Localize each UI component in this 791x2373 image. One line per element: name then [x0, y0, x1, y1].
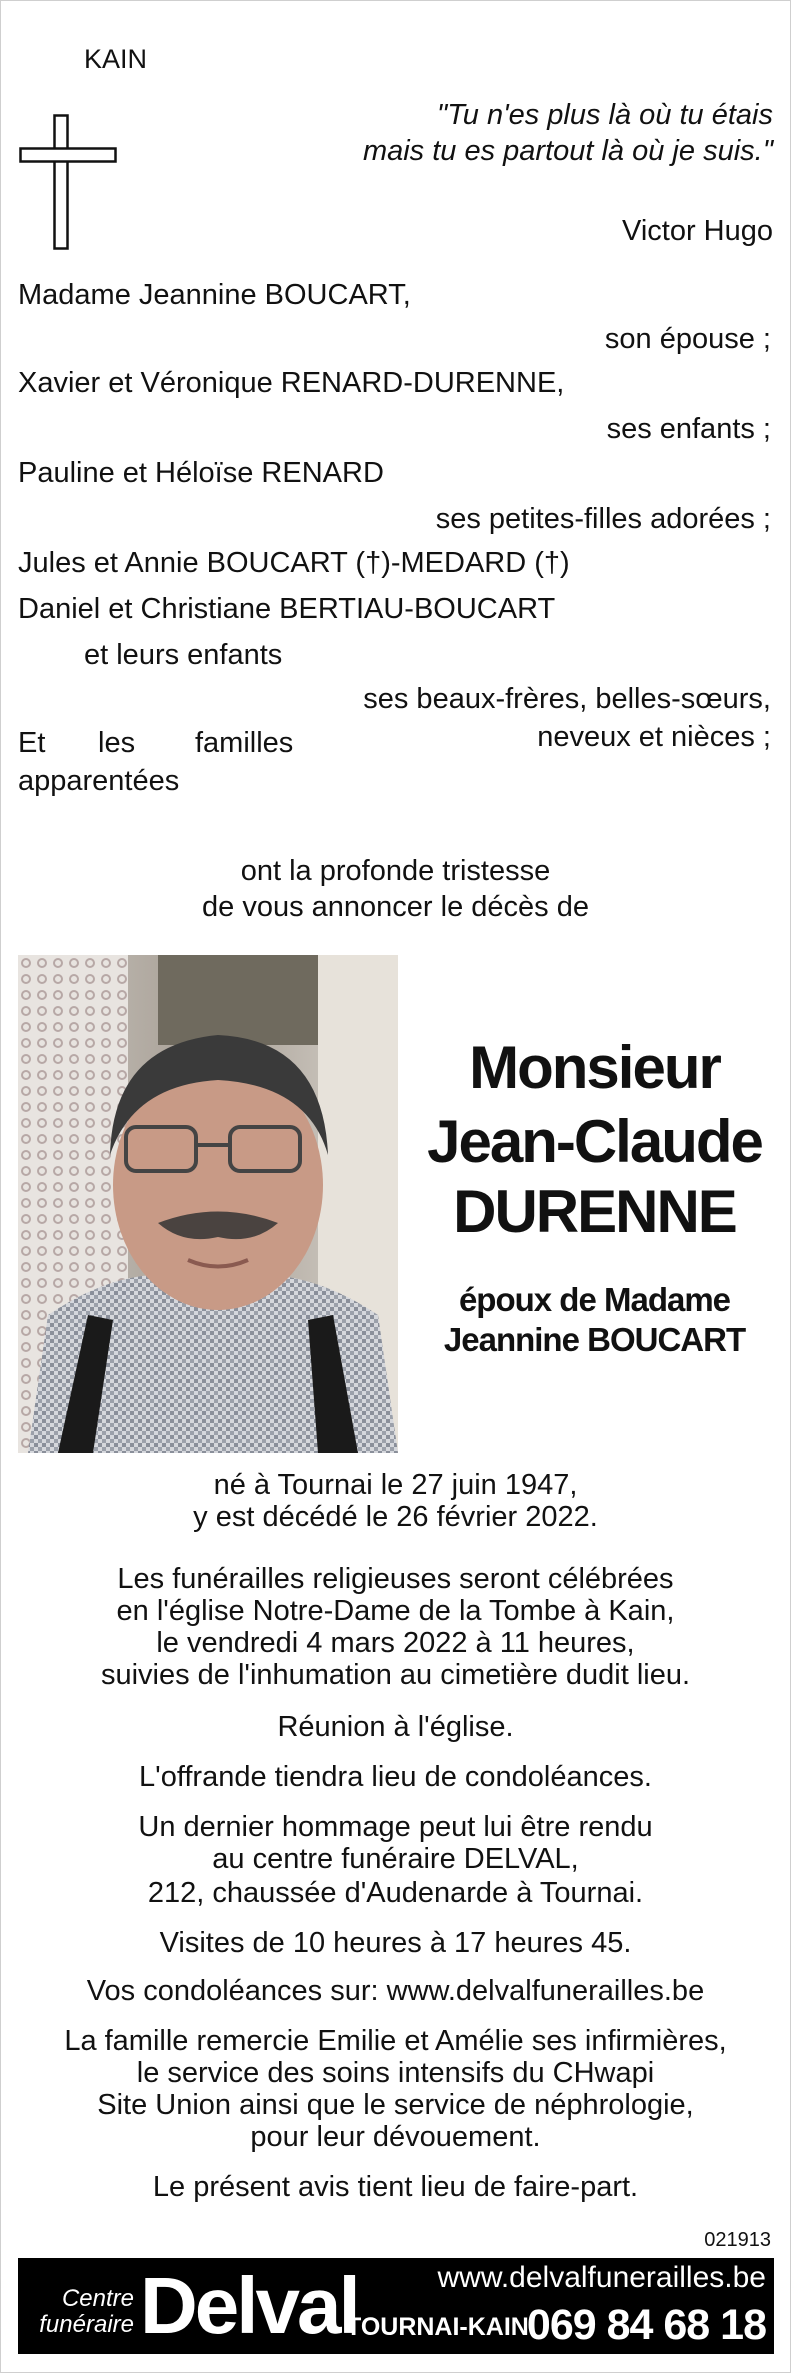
- funeral-home-banner: [18, 2258, 774, 2354]
- detail-line: Réunion à l'église.: [277, 1711, 514, 1743]
- detail-line: 212, chaussée d'Audenarde à Tournai.: [147, 1877, 644, 1909]
- footer-city: TOURNAI-KAIN: [346, 2313, 529, 2341]
- location-label: KAIN: [84, 44, 148, 74]
- detail-line: Les funérailles religieuses seront célébrées: [117, 1563, 674, 1595]
- family-line: apparentées: [18, 765, 180, 797]
- detail-line: le vendredi 4 mars 2022 à 11 heures,: [156, 1627, 635, 1659]
- detail-line: Visites de 10 heures à 17 heures 45.: [159, 1927, 632, 1959]
- portrait-photo: [18, 955, 398, 1453]
- detail-line: L'offrande tiendra lieu de condoléances.: [139, 1761, 652, 1793]
- footer-centre: Centre: [61, 2285, 134, 2312]
- family-line: ses enfants ;: [606, 413, 771, 445]
- detail-line: en l'église Notre-Dame de la Tombe à Kain,: [116, 1595, 675, 1627]
- family-line: Pauline et Héloïse RENARD: [18, 457, 384, 489]
- detail-line: La famille remercie Emilie et Amélie ses infirmières,: [64, 2025, 727, 2057]
- family-line: neveux et nièces ;: [537, 721, 771, 753]
- spouse-line-2: Jeannine BOUCART: [443, 1321, 746, 1358]
- detail-line: le service des soins intensifs du CHwapi: [136, 2057, 655, 2089]
- deceased-first-name: Jean-Claude: [427, 1108, 762, 1175]
- announce-line: ont la profonde tristesse: [240, 855, 551, 887]
- detail-line: suivies de l'inhumation au cimetière dudit lieu.: [100, 1659, 691, 1691]
- spouse-line-1: époux de Madame: [458, 1281, 731, 1318]
- family-line: ses beaux-frères, belles-sœurs,: [363, 683, 771, 715]
- detail-line: Un dernier hommage peut lui être rendu: [138, 1811, 653, 1843]
- deceased-last-name: DURENNE: [453, 1178, 736, 1245]
- family-line: Xavier et Véronique RENARD-DURENNE,: [18, 367, 565, 399]
- family-line: Jules et Annie BOUCART (†)-MEDARD (†): [18, 547, 570, 579]
- detail-line: Site Union ainsi que le service de néphrologie,: [97, 2089, 694, 2121]
- detail-line: y est décédé le 26 février 2022.: [193, 1501, 598, 1533]
- family-line: ses petites-filles adorées ;: [435, 503, 771, 535]
- brand-logo: Delval: [140, 2261, 358, 2350]
- family-line: Et: [18, 727, 46, 759]
- detail-line: Vos condoléances sur: www.delvalfunerailles.be: [86, 1975, 705, 2007]
- quote-author: Victor Hugo: [622, 215, 773, 247]
- detail-line: au centre funéraire DELVAL,: [212, 1843, 579, 1875]
- cross-icon: [18, 113, 118, 253]
- family-line: son épouse ;: [604, 323, 771, 355]
- quote-line-2: mais tu es partout là où je suis.": [362, 135, 773, 167]
- detail-line: pour leur dévouement.: [250, 2121, 541, 2153]
- detail-line: Le présent avis tient lieu de faire-part.: [152, 2171, 639, 2203]
- announce-line: de vous annoncer le décès de: [202, 891, 589, 923]
- family-line: les: [98, 727, 136, 759]
- footer-website[interactable]: www.delvalfunerailles.be: [437, 2261, 766, 2294]
- deceased-title: Monsieur: [469, 1034, 720, 1101]
- reference-number: 021913: [704, 2229, 771, 2251]
- quote-line-1: "Tu n'es plus là où tu étais: [436, 99, 773, 131]
- footer-funeraire: funéraire: [39, 2311, 134, 2338]
- family-line: familles: [195, 727, 294, 759]
- family-line: et leurs enfants: [84, 639, 283, 671]
- family-line: Daniel et Christiane BERTIAU-BOUCART: [18, 593, 556, 625]
- family-line: Madame Jeannine BOUCART,: [18, 279, 411, 311]
- detail-line: né à Tournai le 27 juin 1947,: [213, 1469, 578, 1501]
- footer-phone[interactable]: 069 84 68 18: [526, 2301, 766, 2349]
